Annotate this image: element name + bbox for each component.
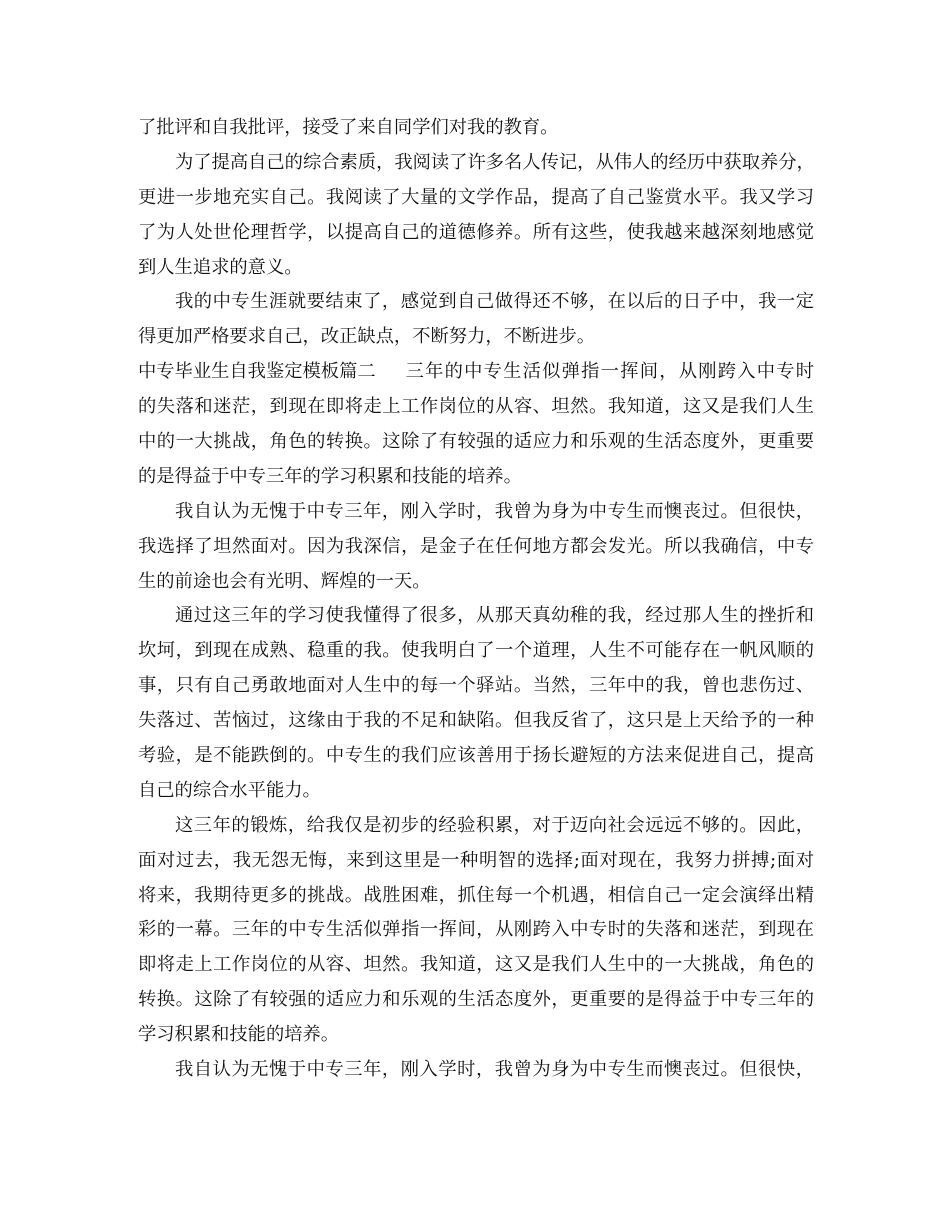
text-line: 事，只有自己勇敢地面对人生中的每一个驿站。当然，三年中的我，曾也悲伤过、 [138, 675, 814, 697]
paragraph-start-line: 我自认为无愧于中专三年，刚入学时，我曾为身为中专生而懊丧过。但很快， [175, 1059, 814, 1081]
text-line: 得更加严格要求自己，改正缺点，不断努力，不断进步。 [138, 326, 596, 348]
paragraph-start-line: 我自认为无愧于中专三年，刚入学时，我曾为身为中专生而懊丧过。但很快， [175, 500, 814, 522]
text-line: 将来，我期待更多的挑战。战胜困难，抓住每一个机遇，相信自己一定会演绎出精 [138, 884, 814, 906]
paragraph-start-line: 这三年的锻炼，给我仅是初步的经验积累，对于迈向社会远远不够的。因此， [175, 814, 814, 836]
text-line: 考验，是不能跌倒的。中专生的我们应该善用于扬长避短的方法来促进自己，提高 [138, 745, 814, 767]
text-line: 生的前途也会有光明、辉煌的一天。 [138, 570, 431, 592]
text-line: 了为人处世伦理哲学，以提高自己的道德修养。所有这些，使我越来越深刻地感觉 [138, 221, 814, 243]
text-line: 我选择了坦然面对。因为我深信，是金子在任何地方都会发光。所以我确信，中专 [138, 535, 814, 557]
text-line: 彩的一幕。三年的中专生活似弹指一挥间，从刚跨入中专时的失落和迷茫，到现在 [138, 919, 814, 941]
text-line: 学习积累和技能的培养。 [138, 1024, 340, 1046]
section-heading-line [138, 355, 814, 390]
text-line: 更进一步地充实自己。我阅读了大量的文学作品，提高了自己鉴赏水平。我又学习 [138, 186, 814, 208]
paragraph-start-line: 我的中专生涯就要结束了，感觉到自己做得还不够，在以后的日子中，我一定 [175, 291, 814, 313]
text-line: 的是得益于中专三年的学习积累和技能的培养。 [138, 465, 522, 487]
text-line: 失落过、苦恼过，这缘由于我的不足和缺陷。但我反省了，这只是上天给予的一种 [138, 710, 814, 732]
section-title: 中专毕业生自我鉴定模板篇二 [138, 361, 376, 383]
text-line: 了批评和自我批评，接受了来自同学们对我的教育。 [138, 117, 559, 138]
text-line: 转换。这除了有较强的适应力和乐观的生活态度外，更重要的是得益于中专三年的 [138, 989, 814, 1011]
text-line: 到人生追求的意义。 [138, 256, 303, 278]
section-first-line: 三年的中专生活似弹指一挥间，从刚跨入中专时 [405, 361, 814, 383]
text-line: 中的一大挑战，角色的转换。这除了有较强的适应力和乐观的生活态度外，更重要 [138, 431, 814, 453]
document-body [138, 111, 814, 1088]
paragraph-start-line: 为了提高自己的综合素质，我阅读了许多名人传记，从伟人的经历中获取养分， [175, 151, 815, 173]
text-line: 坎坷，到现在成熟、稳重的我。使我明白了一个道理，人生不可能存在一帆风顺的 [138, 640, 814, 662]
text-line: 的失落和迷茫，到现在即将走上工作岗位的从容、坦然。我知道，这又是我们人生 [138, 396, 814, 418]
paragraph-start-line: 通过这三年的学习使我懂得了很多，从那天真幼稚的我，经过那人生的挫折和 [175, 605, 814, 627]
text-line: 自己的综合水平能力。 [138, 779, 321, 801]
text-line: 即将走上工作岗位的从容、坦然。我知道，这又是我们人生中的一大挑战，角色的 [138, 954, 814, 976]
text-line: 面对过去，我无怨无悔，来到这里是一种明智的选择;面对现在，我努力拼搏;面对 [138, 849, 814, 871]
